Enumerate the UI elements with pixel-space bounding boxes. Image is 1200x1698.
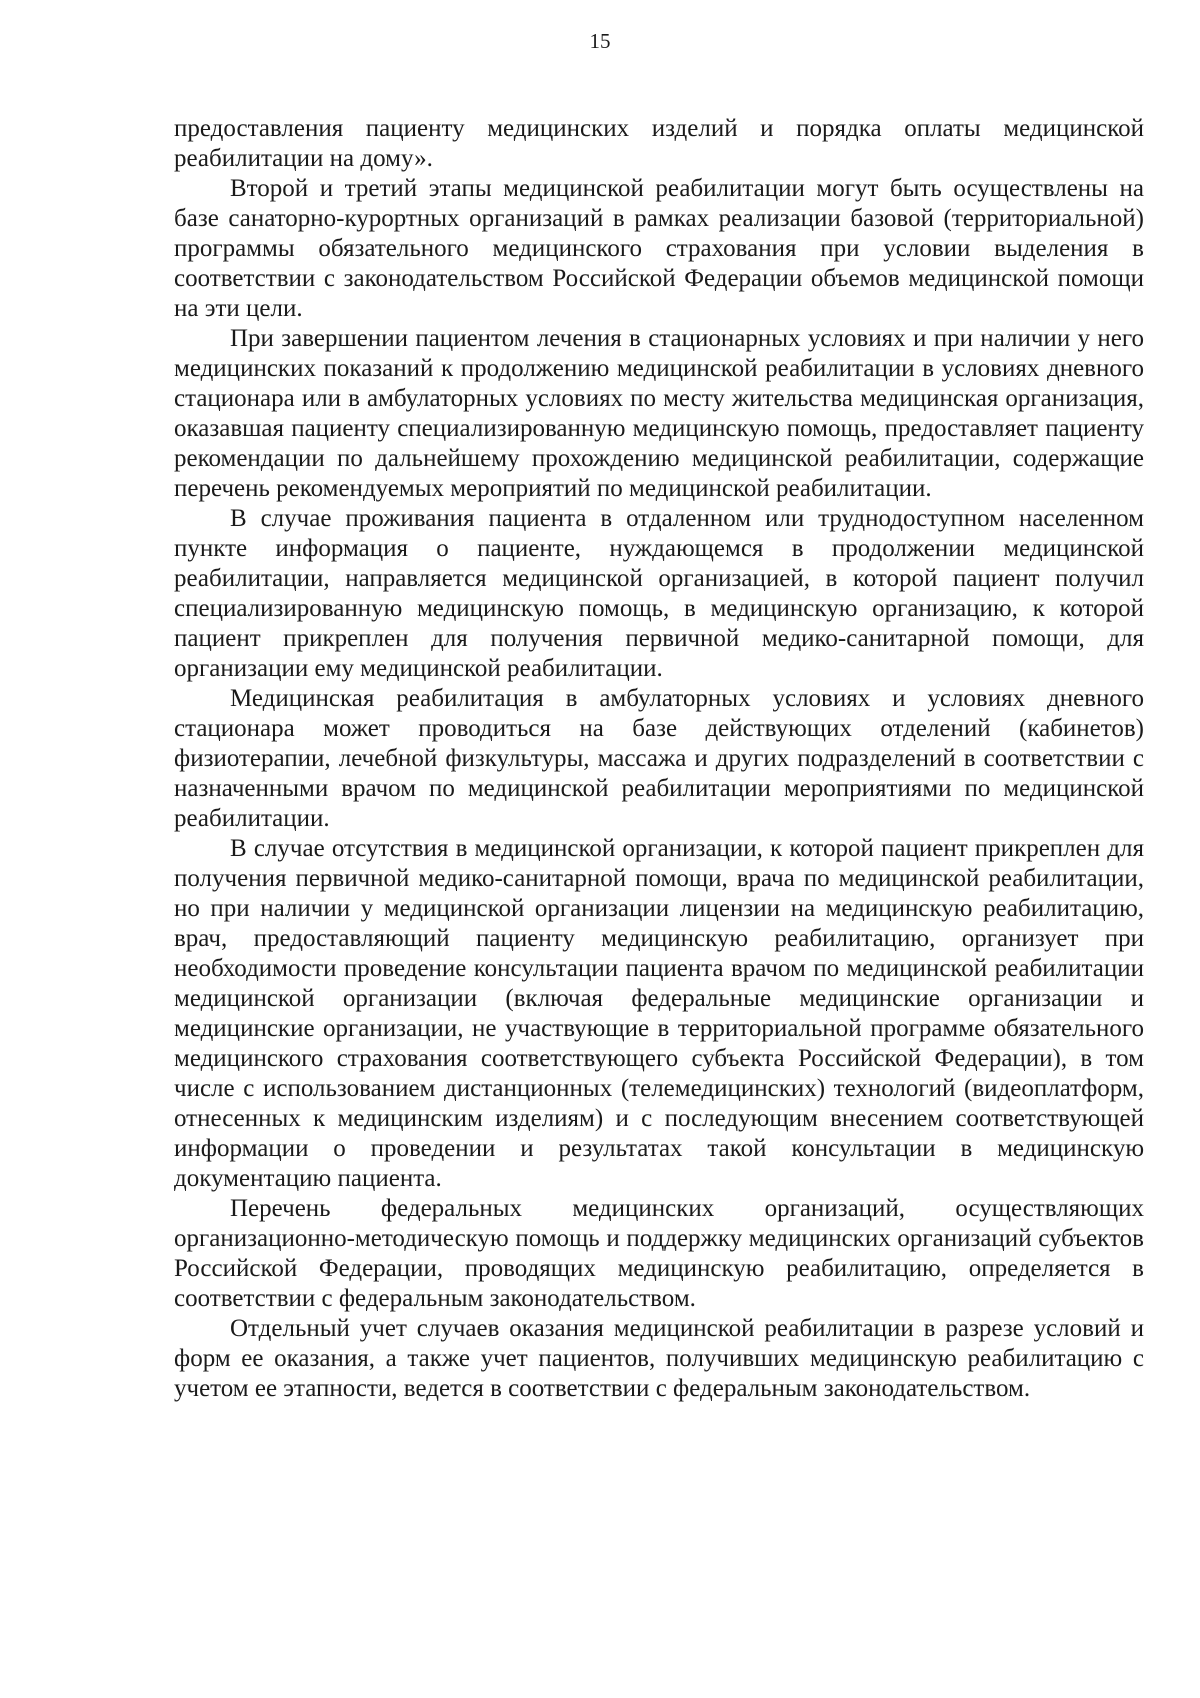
paragraph-separate-accounting: Отдельный учет случаев оказания медицинской реабилитации в разрезе условий и форм ее оказания, а также учет пациентов, получивших медицинскую реабилитацию с учетом ее этапности, ведется в соответствии с федеральным законодательством. <box>174 1315 1144 1402</box>
paragraph-outpatient-rehabilitation: Медицинская реабилитация в амбулаторных условиях и условиях дневного стационара может проводиться на базе действующих отделений (кабинетов) физиотерапии, лечебной физкультуры, массажа и других подразделений в соответствии с назначенными врачом по медицинской реабилитации мероприятиями по медицинской реабилитации. <box>174 685 1144 832</box>
page-number: 15 <box>589 29 611 53</box>
paragraph-federal-organizations: Перечень федеральных медицинских организаций, осуществляющих организационно-методическую помощь и поддержку медицинских организаций субъектов Российской Федерации, проводящих медицинскую реабилитацию, определяется в соответствии с федеральным законодательством. <box>174 1195 1144 1312</box>
paragraph-sanatorium-stages: Второй и третий этапы медицинской реабилитации могут быть осуществлены на базе санаторно-курортных организаций в рамках реализации базовой (территориальной) программы обязательного медицинского страхования при условии выделения в соответствии с законодательством Российской Федерации объемов медицинской помощи на эти цели. <box>174 175 1144 322</box>
paragraph-continuation: предоставления пациенту медицинских изделий и порядка оплаты медицинской реабилитации на дому». <box>174 115 1144 172</box>
paragraph-missing-doctor: В случае отсутствия в медицинской организации, к которой пациент прикреплен для получения первичной медико-санитарной помощи, врача по медицинской реабилитации, но при наличии у медицинской организации лицензии на медицинскую реабилитацию, врач, предоставляющий пациенту медицинскую реабилитацию, организует при необходимости проведение консультации пациента врачом по медицинской реабилитации медицинской организации (включая федеральные медицинские организации и медицинские организации, не участвующие в территориальной программе обязательного медицинского страхования соответствующего субъекта Российской Федерации), в том числе с использованием дистанционных (телемедицинских) технологий (видеоплатформ, отнесенных к медицинским изделиям) и с последующим внесением соответствующей информации о проведении и результатах такой консультации в медицинскую документацию пациента. <box>174 835 1144 1192</box>
document-body <box>174 114 1144 1404</box>
paragraph-inpatient-completion: При завершении пациентом лечения в стационарных условиях и при наличии у него медицинских показаний к продолжению медицинской реабилитации в условиях дневного стационара или в амбулаторных условиях по месту жительства медицинская организация, оказавшая пациенту специализированную медицинскую помощь, предоставляет пациенту рекомендации по дальнейшему прохождению медицинской реабилитации, содержащие перечень рекомендуемых мероприятий по медицинской реабилитации. <box>174 325 1144 502</box>
paragraph-remote-residence: В случае проживания пациента в отдаленном или труднодоступном населенном пункте информация о пациенте, нуждающемся в продолжении медицинской реабилитации, направляется медицинской организацией, в которой пациент получил специализированную медицинскую помощь, в медицинскую организацию, к которой пациент прикреплен для получения первичной медико-санитарной помощи, для организации ему медицинской реабилитации. <box>174 505 1144 682</box>
